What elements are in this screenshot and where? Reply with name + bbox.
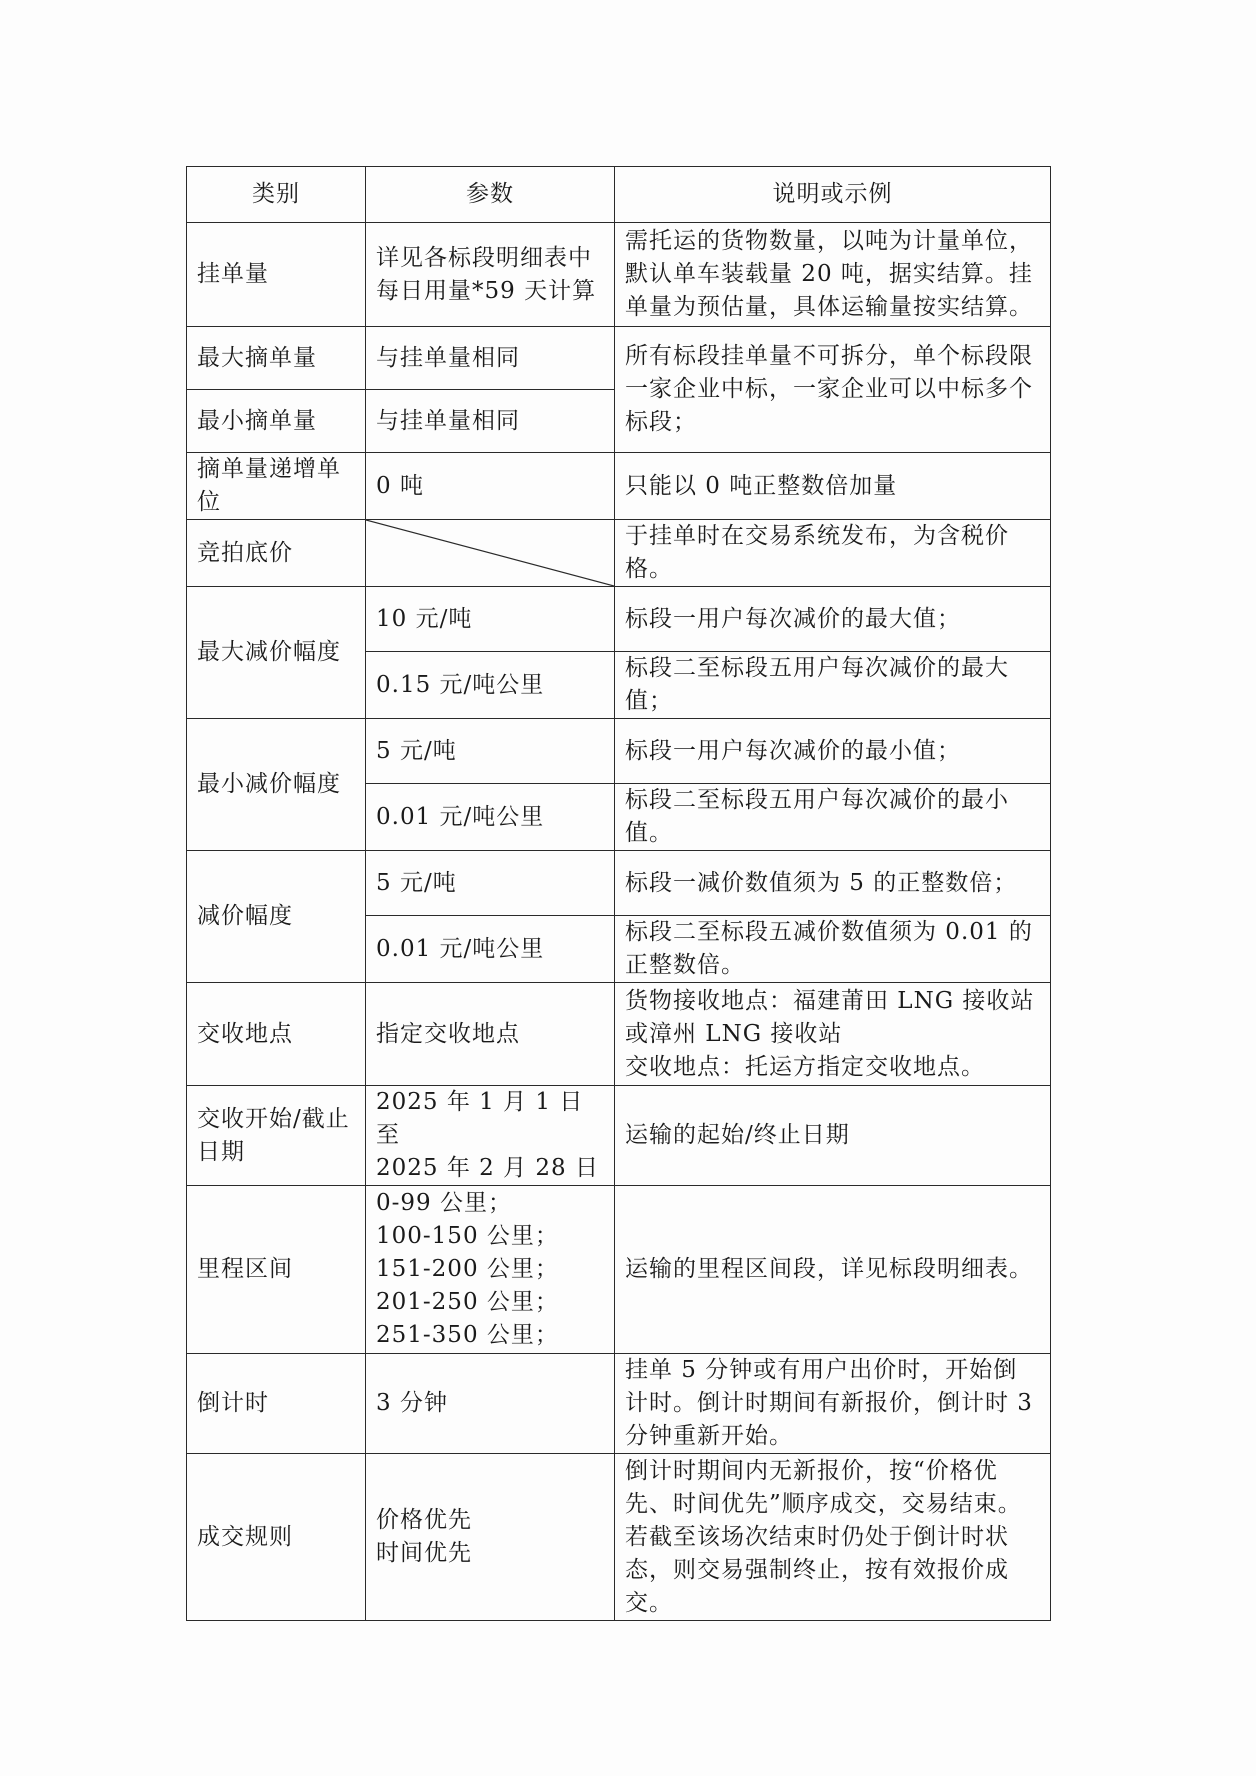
table-row — [187, 1086, 1051, 1186]
row-desc: 标段二至标段五减价数值须为 0.01 的正整数倍。 — [615, 916, 1051, 983]
row-category: 减价幅度 — [187, 851, 366, 983]
row-desc: 标段一用户每次减价的最小值； — [615, 719, 1051, 784]
table-row — [187, 327, 1051, 390]
row-param: 3 分钟 — [366, 1354, 615, 1454]
spec-table — [186, 166, 1051, 1621]
row-param: 10 元/吨 — [366, 587, 615, 652]
row-param-text: 详见各标段明细表中 每日用量*59 天计算 — [376, 244, 597, 304]
row-desc: 所有标段挂单量不可拆分，单个标段限一家企业中标，一家企业可以中标多个标段； — [615, 327, 1051, 453]
table-row — [187, 587, 1051, 652]
table-row — [187, 851, 1051, 916]
row-param: 指定交收地点 — [366, 983, 615, 1086]
row-param: 5 元/吨 — [366, 851, 615, 916]
row-category: 交收地点 — [187, 983, 366, 1086]
row-category: 倒计时 — [187, 1354, 366, 1454]
table-header-row — [187, 167, 1051, 223]
row-param-text: 0-99 公里； 100-150 公里； 151-200 公里； 201-250 公里； 251-350 公里； — [376, 1190, 559, 1348]
row-desc: 倒计时期间内无新报价，按“价格优先、时间优先”顺序成交，交易结束。若截至该场次结束时仍处于倒计时状态，则交易强制终止，按有效报价成交。 — [615, 1454, 1051, 1621]
row-category: 竞拍底价 — [187, 520, 366, 587]
row-category: 最小摘单量 — [187, 390, 366, 453]
row-param: 5 元/吨 — [366, 719, 615, 784]
row-category: 最大摘单量 — [187, 327, 366, 390]
row-param — [366, 223, 615, 327]
row-desc: 标段一用户每次减价的最大值； — [615, 587, 1051, 652]
row-param — [366, 1454, 615, 1621]
table-row — [187, 1354, 1051, 1454]
table-row — [187, 719, 1051, 784]
row-param-text: 价格优先 时间优先 — [376, 1507, 472, 1566]
row-category: 摘单量递增单位 — [187, 453, 366, 520]
row-desc: 标段一减价数值须为 5 的正整数倍； — [615, 851, 1051, 916]
row-param: 0.01 元/吨公里 — [366, 916, 615, 983]
row-param: 0.15 元/吨公里 — [366, 652, 615, 719]
table-row — [187, 520, 1051, 587]
table-row — [187, 1186, 1051, 1354]
row-desc: 挂单 5 分钟或有用户出价时，开始倒计时。倒计时期间有新报价，倒计时 3 分钟重新开始。 — [615, 1354, 1051, 1454]
row-param — [366, 1086, 615, 1186]
row-param — [366, 1186, 615, 1354]
table-row — [187, 1454, 1051, 1621]
row-desc: 运输的里程区间段，详见标段明细表。 — [615, 1186, 1051, 1354]
row-desc-text: 货物接收地点：福建莆田 LNG 接收站或漳州 LNG 接收站 交收地点：托运方指定交收地点。 — [625, 987, 1035, 1080]
row-desc: 标段二至标段五用户每次减价的最大值； — [615, 652, 1051, 719]
table-row — [187, 223, 1051, 327]
row-desc: 需托运的货物数量，以吨为计量单位，默认单车装载量 20 吨，据实结算。挂单量为预估量，具体运输量按实结算。 — [615, 223, 1051, 327]
row-desc: 标段二至标段五用户每次减价的最小值。 — [615, 784, 1051, 851]
header-category: 类别 — [187, 167, 366, 223]
row-desc: 只能以 0 吨正整数倍加量 — [615, 453, 1051, 520]
row-category: 最小减价幅度 — [187, 719, 366, 851]
diagonal-line — [366, 520, 614, 586]
table-row — [187, 453, 1051, 520]
diagonal-empty-cell — [366, 520, 615, 587]
row-param: 0.01 元/吨公里 — [366, 784, 615, 851]
row-param: 与挂单量相同 — [366, 390, 615, 453]
row-category: 交收开始/截止日期 — [187, 1086, 366, 1186]
row-param-text: 2025 年 1 月 1 日至 2025 年 2 月 28 日 — [376, 1089, 599, 1181]
row-desc: 运输的起始/终止日期 — [615, 1086, 1051, 1186]
row-category: 挂单量 — [187, 223, 366, 327]
row-category: 最大减价幅度 — [187, 587, 366, 719]
header-desc: 说明或示例 — [615, 167, 1051, 223]
row-desc — [615, 983, 1051, 1086]
table-row — [187, 983, 1051, 1086]
row-category: 成交规则 — [187, 1454, 366, 1621]
row-category: 里程区间 — [187, 1186, 366, 1354]
header-param: 参数 — [366, 167, 615, 223]
row-param: 与挂单量相同 — [366, 327, 615, 390]
row-desc: 于挂单时在交易系统发布，为含税价格。 — [615, 520, 1051, 587]
row-param: 0 吨 — [366, 453, 615, 520]
